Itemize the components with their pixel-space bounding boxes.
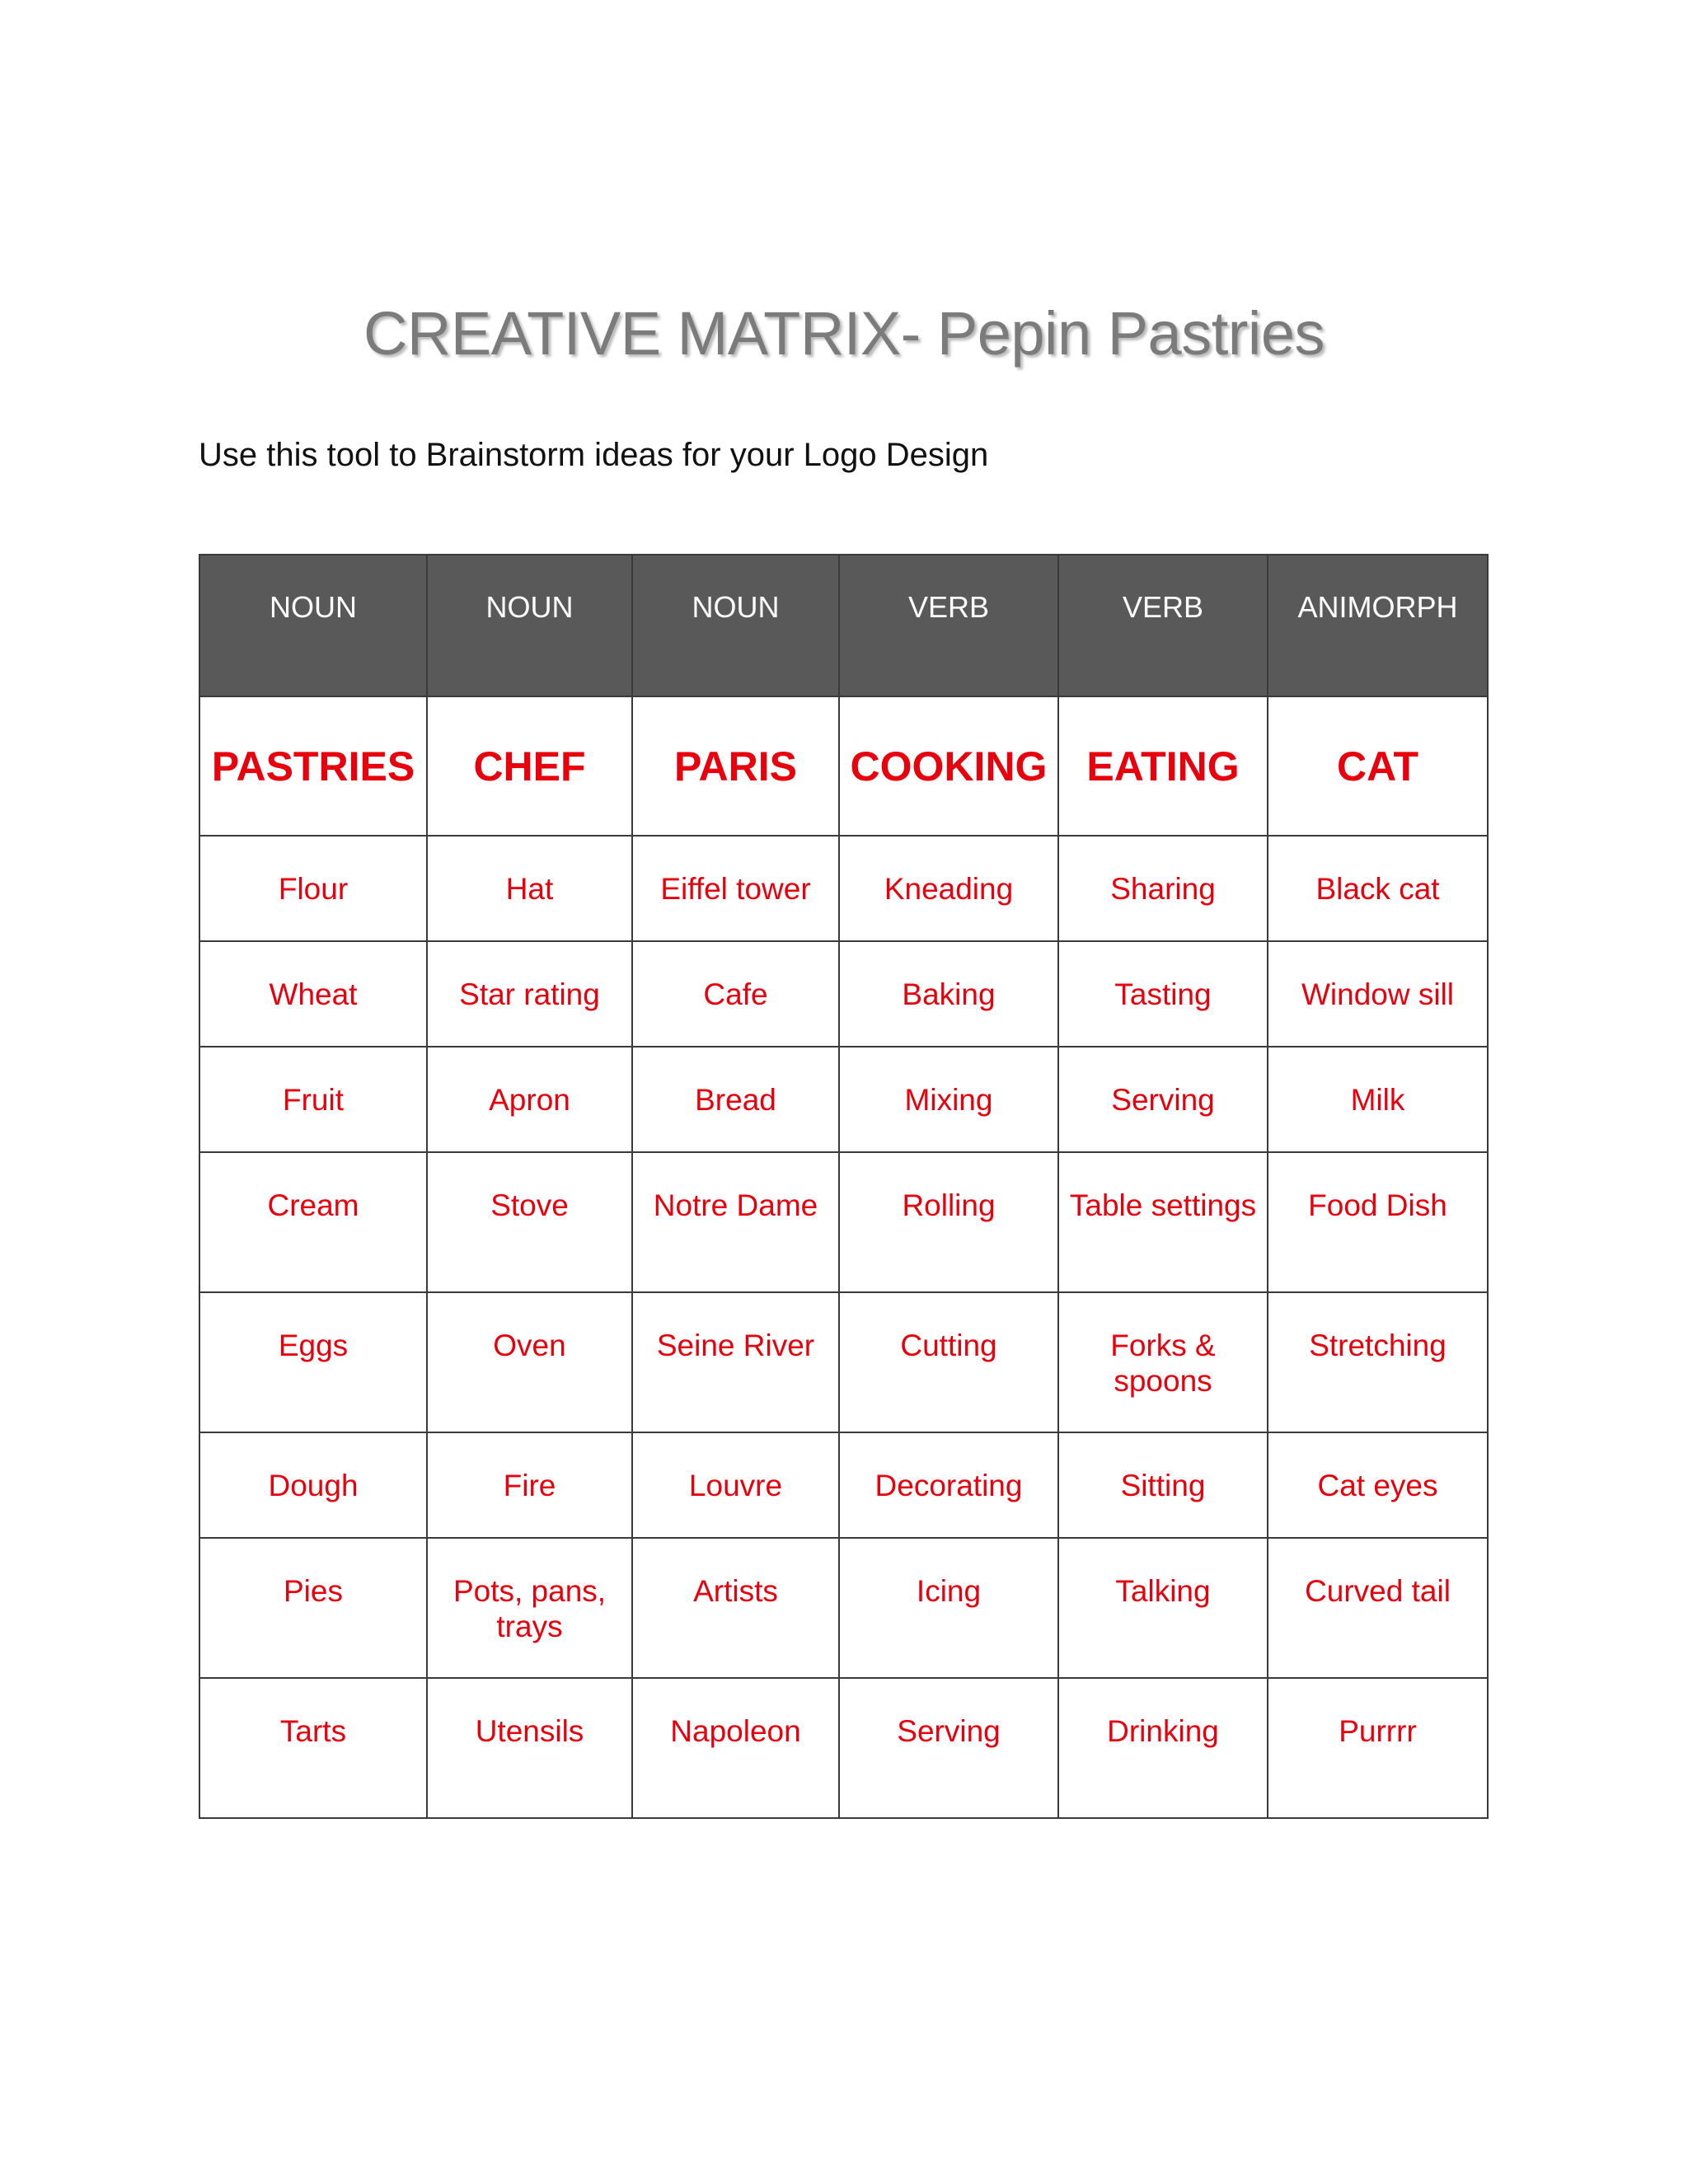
header-cell: VERB bbox=[1058, 555, 1268, 696]
word-cell: Fruit bbox=[199, 1047, 427, 1152]
theme-cell: EATING bbox=[1058, 696, 1268, 836]
header-cell: ANIMORPH bbox=[1268, 555, 1488, 696]
table-row bbox=[199, 1538, 1488, 1678]
word-cell: Serving bbox=[1058, 1047, 1268, 1152]
word-cell: Star rating bbox=[427, 941, 632, 1047]
header-cell: NOUN bbox=[199, 555, 427, 696]
word-cell: Pots, pans, trays bbox=[427, 1538, 632, 1678]
word-cell: Window sill bbox=[1268, 941, 1488, 1047]
theme-cell: PASTRIES bbox=[199, 696, 427, 836]
word-cell: Artists bbox=[632, 1538, 839, 1678]
word-cell: Cafe bbox=[632, 941, 839, 1047]
word-cell: Drinking bbox=[1058, 1678, 1268, 1818]
word-cell: Hat bbox=[427, 836, 632, 941]
word-cell: Cutting bbox=[839, 1292, 1058, 1432]
word-cell: Food Dish bbox=[1268, 1152, 1488, 1292]
word-cell: Dough bbox=[199, 1432, 427, 1538]
table-row bbox=[199, 1152, 1488, 1292]
word-cell: Sharing bbox=[1058, 836, 1268, 941]
theme-row bbox=[199, 696, 1488, 836]
word-cell: Louvre bbox=[632, 1432, 839, 1538]
word-cell: Icing bbox=[839, 1538, 1058, 1678]
word-cell: Mixing bbox=[839, 1047, 1058, 1152]
word-cell: Flour bbox=[199, 836, 427, 941]
word-cell: Eiffel tower bbox=[632, 836, 839, 941]
word-cell: Bread bbox=[632, 1047, 839, 1152]
word-cell: Cat eyes bbox=[1268, 1432, 1488, 1538]
word-cell: Purrrr bbox=[1268, 1678, 1488, 1818]
header-row bbox=[199, 555, 1488, 696]
theme-cell: CHEF bbox=[427, 696, 632, 836]
table-row bbox=[199, 1047, 1488, 1152]
word-cell: Talking bbox=[1058, 1538, 1268, 1678]
page-title: CREATIVE MATRIX- Pepin Pastries bbox=[363, 299, 1325, 368]
word-cell: Stretching bbox=[1268, 1292, 1488, 1432]
header-cell: VERB bbox=[839, 555, 1058, 696]
word-cell: Apron bbox=[427, 1047, 632, 1152]
word-cell: Napoleon bbox=[632, 1678, 839, 1818]
word-cell: Milk bbox=[1268, 1047, 1488, 1152]
theme-cell: CAT bbox=[1268, 696, 1488, 836]
theme-cell: PARIS bbox=[632, 696, 839, 836]
word-cell: Seine River bbox=[632, 1292, 839, 1432]
table-row bbox=[199, 941, 1488, 1047]
word-cell: Notre Dame bbox=[632, 1152, 839, 1292]
page-subtitle: Use this tool to Brainstorm ideas for your Logo Design bbox=[199, 437, 989, 473]
table-row bbox=[199, 1292, 1488, 1432]
word-cell: Table settings bbox=[1058, 1152, 1268, 1292]
word-cell: Sitting bbox=[1058, 1432, 1268, 1538]
word-cell: Serving bbox=[839, 1678, 1058, 1818]
word-cell: Forks & spoons bbox=[1058, 1292, 1268, 1432]
word-cell: Tasting bbox=[1058, 941, 1268, 1047]
word-cell: Utensils bbox=[427, 1678, 632, 1818]
word-cell: Black cat bbox=[1268, 836, 1488, 941]
word-cell: Stove bbox=[427, 1152, 632, 1292]
word-cell: Baking bbox=[839, 941, 1058, 1047]
word-cell: Kneading bbox=[839, 836, 1058, 941]
table-row bbox=[199, 1432, 1488, 1538]
theme-cell: COOKING bbox=[839, 696, 1058, 836]
table-row bbox=[199, 836, 1488, 941]
word-cell: Cream bbox=[199, 1152, 427, 1292]
word-cell: Rolling bbox=[839, 1152, 1058, 1292]
header-cell: NOUN bbox=[427, 555, 632, 696]
word-cell: Pies bbox=[199, 1538, 427, 1678]
word-cell: Eggs bbox=[199, 1292, 427, 1432]
word-cell: Fire bbox=[427, 1432, 632, 1538]
table-row bbox=[199, 1678, 1488, 1818]
word-cell: Tarts bbox=[199, 1678, 427, 1818]
word-cell: Decorating bbox=[839, 1432, 1058, 1538]
word-cell: Curved tail bbox=[1268, 1538, 1488, 1678]
word-cell: Oven bbox=[427, 1292, 632, 1432]
header-cell: NOUN bbox=[632, 555, 839, 696]
creative-matrix-table bbox=[199, 554, 1489, 1819]
word-cell: Wheat bbox=[199, 941, 427, 1047]
